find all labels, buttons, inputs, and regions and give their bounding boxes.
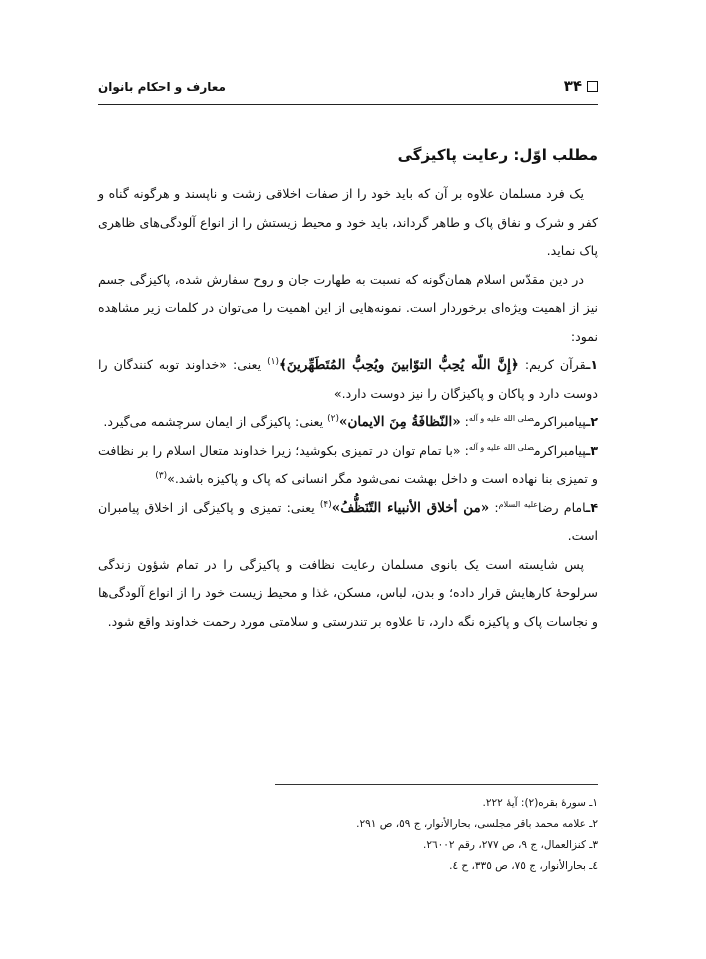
hadith-text: «النّظافَةُ مِنَ الایمان» — [339, 414, 461, 430]
item-number: ۱ـ — [586, 357, 599, 372]
honorific-symbol: علیه السلام — [498, 499, 539, 509]
square-bullet-icon — [587, 81, 598, 92]
footnote-marker: (۱) — [267, 356, 279, 367]
list-item-hadith-paradise — [98, 437, 598, 494]
list-item-hadith-cleanliness — [98, 408, 598, 437]
item-translation: یعنی: تمیزی و پاکیزگی از اخلاق پیامبران است. — [98, 499, 598, 543]
page-header — [98, 76, 598, 100]
page-number-group — [564, 76, 598, 96]
quran-verse: ﴿إِنَّ اللّه یُحِبُّ التوّابینَ ویُحِبُّ المُتَطَهِّرینَ﴾ — [278, 357, 519, 373]
item-translation: یعنی: «خداوند توبه کنندگان را دوست دارد و پاکان و پاکیزگان را نیز دوست دارد.» — [98, 357, 598, 401]
item-intro-colon: : — [460, 414, 469, 429]
book-title: معارف و احکام بانوان — [98, 80, 226, 94]
item-intro: امام رضا — [538, 499, 587, 515]
item-number: ۳ـ — [586, 442, 599, 458]
footnote-marker: (۲) — [327, 413, 340, 424]
item-number: ۲ـ — [586, 414, 598, 429]
list-item-quran — [98, 351, 598, 408]
page-number: ۳۴ — [563, 77, 582, 95]
footnote-marker: (۳) — [155, 470, 168, 481]
footnote-4: ٤ـ بحارالأنوار، ج ٧٥، ص ٣٣٥، ح ٤. — [449, 860, 598, 872]
header-divider — [98, 104, 598, 105]
paragraph-closing: پس شایسته است یک بانوی مسلمان رعایت نظافت و پاکیزگی را در تمام شؤون زندگی سرلوحهٔ کارهایش قرار داده؛ و بدن، لباس، مسکن، غذا و محیط زیست خود را از انواع آلودگی‌ها و نجاسات پاک و پاکیزه نگه دارد، تا علاوه بر تندرستی و سلامتی مورد رحمت خداوند واقع شود. — [98, 556, 598, 629]
paragraph-intro: یک فرد مسلمان علاوه بر آن که باید خود را از صفات اخلاقی زشت و ناپسند و هرگونه گناه و کفر و شرک و نفاق پاک و طاهر گرداند، باید خود و محیط زیستش را از انواع آلودگی‌های ظاهری پاک نماید. — [98, 186, 598, 258]
item-intro: قرآن کریم: — [518, 357, 587, 372]
item-intro: پیامبراکرم — [533, 414, 586, 429]
list-item-imam-reza — [98, 494, 598, 551]
item-number: ۴ـ — [586, 499, 599, 515]
section-title: مطلب اوّل: رعایت پاکیزگی — [397, 146, 598, 164]
footnote-marker: (۴) — [319, 499, 332, 510]
item-translation: یعنی: پاکیزگی از ایمان سرچشمه می‌گیرد. — [103, 414, 328, 429]
page-body — [98, 140, 598, 636]
footnote-2: ٢ـ علامه محمد باقر مجلسی، بحارالأنوار، ج ٥٩، ص ٢٩١. — [356, 818, 598, 830]
honorific-symbol: صلی الله علیه و آله — [468, 413, 534, 423]
paragraph-importance: در دین مقدّس اسلام همان‌گونه که نسبت به طهارت جان و روح سفارش شده، پاکیزگی جسم نیز از اهمیت ویژه‌ای برخوردار است. نمونه‌هایی از این اهمیت را می‌توان در کلمات زیر مشاهده نمود: — [98, 271, 598, 344]
footnotes — [98, 793, 598, 877]
footnote-divider — [275, 784, 598, 785]
hadith-text: «من أخلاق الأنبیاء التّنَظُّفُ» — [331, 499, 490, 516]
item-intro-colon: : — [489, 499, 499, 515]
footnote-1: ١ـ سورهٔ بقره(٢): آیهٔ ٢٢٢. — [482, 797, 598, 809]
footnote-3: ٣ـ کنزالعمال، ج ٩، ص ٢٧٧، رقم ٢٦٠٠٢. — [423, 839, 598, 851]
item-intro: پیامبراکرم — [533, 442, 587, 458]
item-text: : «با تمام توان در تمیزی بکوشید؛ زیرا خداوند متعال اسلام را بر نظافت و تمیزی بنا نهاده است و داخل بهشت نمی‌شود مگر انسانی که پاک و پاکیزه باشد.» — [98, 442, 598, 486]
honorific-symbol: صلی الله علیه و آله — [468, 442, 534, 452]
